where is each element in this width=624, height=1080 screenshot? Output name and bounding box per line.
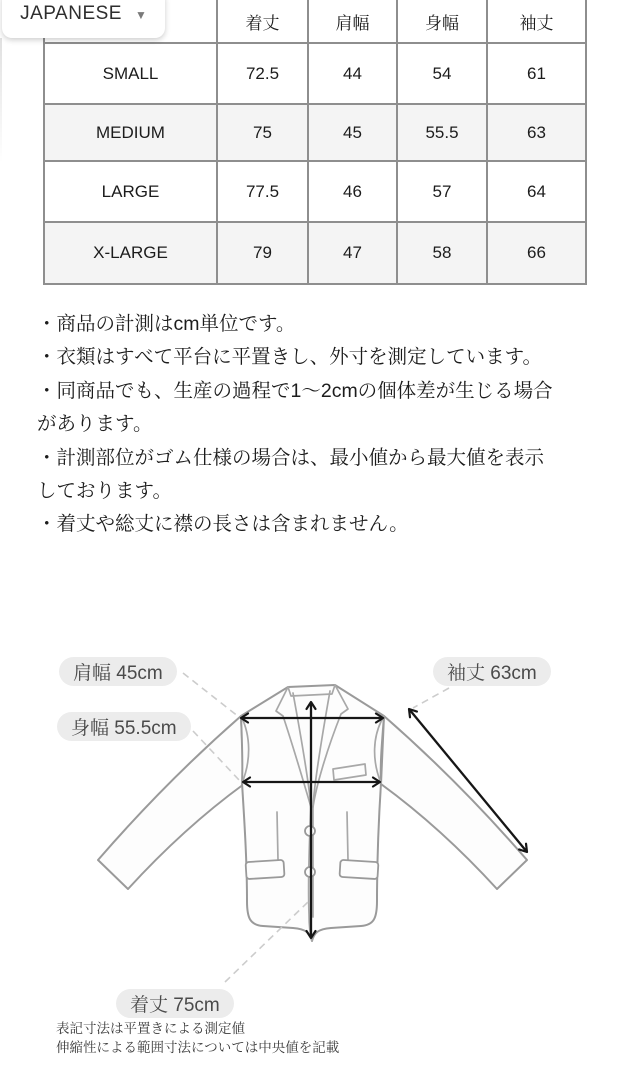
note-line: ・商品の計測はcm単位です。 xyxy=(37,313,296,335)
measurement-pill-shoulder: 肩幅 45cm xyxy=(59,657,177,686)
row-xlarge-length: 79 xyxy=(218,223,309,285)
row-medium-bodywidth: 55.5 xyxy=(398,105,488,162)
row-small-bodywidth: 54 xyxy=(398,44,488,105)
row-xlarge-size: X-LARGE xyxy=(45,223,218,285)
unit-selector-label: JAPANESE xyxy=(20,3,122,24)
row-small-length: 72.5 xyxy=(218,44,309,105)
left-dart xyxy=(277,812,278,860)
caret-down-icon: ▼ xyxy=(134,8,147,22)
table-header-shoulder: 肩幅 xyxy=(309,0,398,44)
jacket-diagram xyxy=(0,630,624,1080)
measurement-pill-sleeve: 袖丈 63cm xyxy=(433,657,551,686)
footnote-line: 表記寸法は平置きによる測定値 xyxy=(56,1021,245,1036)
sleeve-connector xyxy=(413,688,449,708)
note-line: があります。 xyxy=(37,413,153,436)
size-chart-table xyxy=(43,0,587,285)
row-large-shoulder: 46 xyxy=(309,162,398,223)
left-pocket-flap xyxy=(246,860,285,879)
measurement-pill-length: 着丈 75cm xyxy=(116,989,234,1018)
shoulder-connector xyxy=(183,673,239,717)
measurement-notes xyxy=(37,308,607,542)
dropdown-shadow-edge xyxy=(0,38,2,163)
diagram-footnote xyxy=(56,1020,339,1057)
table-header-sleeve: 袖丈 xyxy=(488,0,587,44)
row-medium-sleeve: 63 xyxy=(488,105,587,162)
row-large-sleeve: 64 xyxy=(488,162,587,223)
row-medium-shoulder: 45 xyxy=(309,105,398,162)
footnote-line: 伸縮性による範囲寸法については中央値を記載 xyxy=(56,1039,340,1055)
row-xlarge-bodywidth: 58 xyxy=(398,223,488,285)
row-medium-length: 75 xyxy=(218,105,309,162)
jacket-right-sleeve xyxy=(381,716,527,889)
unit-selector-button[interactable] xyxy=(2,0,165,38)
note-line: ・計測部位がゴム仕様の場合は、最小値から最大値を表示 xyxy=(37,446,545,469)
row-large-size: LARGE xyxy=(45,162,218,223)
row-large-length: 77.5 xyxy=(218,162,309,223)
jacket-left-sleeve xyxy=(98,716,244,889)
right-pocket-flap xyxy=(339,860,378,879)
table-header-bodywidth: 身幅 xyxy=(398,0,488,44)
row-small-size: SMALL xyxy=(45,44,218,105)
row-xlarge-sleeve: 66 xyxy=(488,223,587,285)
measurement-pill-body-width: 身幅 55.5cm xyxy=(57,712,191,741)
note-line: ・着丈や総丈に襟の長さは含まれません。 xyxy=(37,513,409,536)
row-xlarge-shoulder: 47 xyxy=(309,223,398,285)
row-small-shoulder: 44 xyxy=(309,44,398,105)
note-line: ・衣類はすべて平台に平置きし、外寸を測定しています。 xyxy=(37,346,543,369)
note-line: しております。 xyxy=(37,480,172,503)
row-small-sleeve: 61 xyxy=(488,44,587,105)
table-header-length: 着丈 xyxy=(218,0,309,44)
row-medium-size: MEDIUM xyxy=(45,105,218,162)
row-large-bodywidth: 57 xyxy=(398,162,488,223)
note-line: ・同商品でも、生産の過程で1〜2cmの個体差が生じる場合 xyxy=(37,379,553,402)
right-dart xyxy=(347,812,348,860)
